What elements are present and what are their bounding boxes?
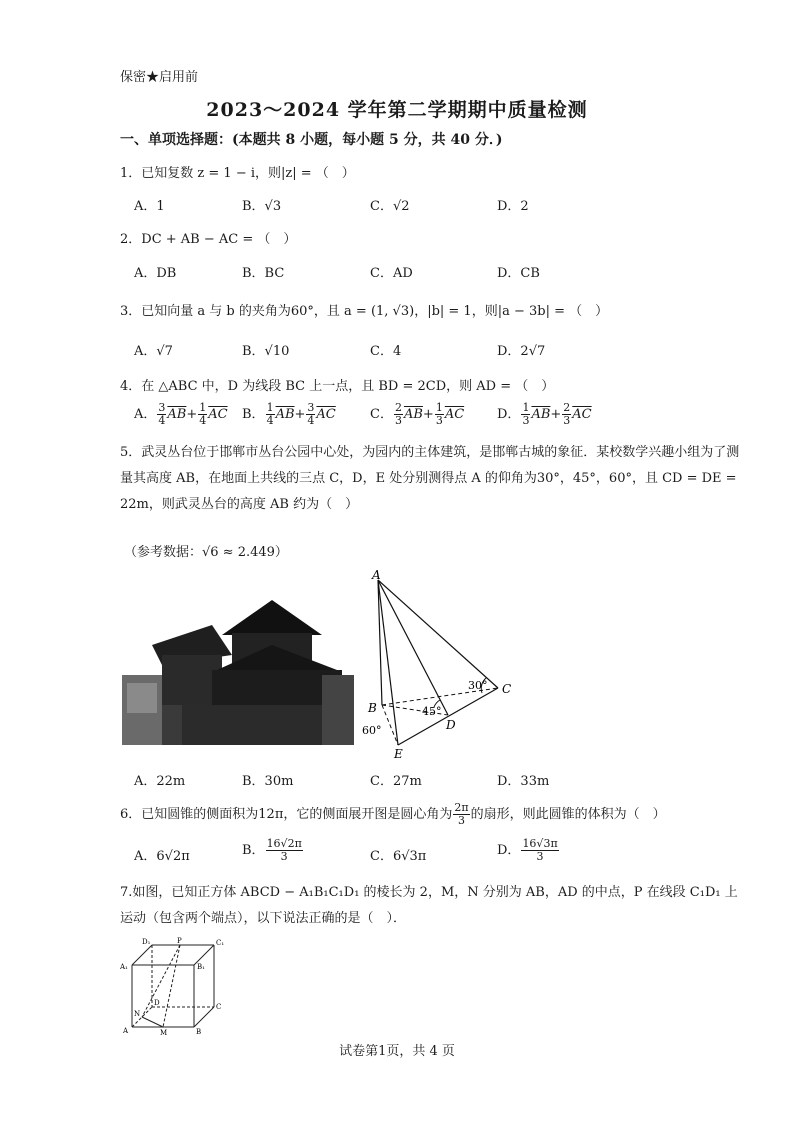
- fig5-label-e: E: [394, 747, 403, 760]
- fig7-label-p: P: [177, 937, 182, 945]
- fig5-angle-45: 45°: [422, 705, 442, 718]
- q3-option-a: A．√7: [134, 344, 173, 359]
- page-footer: 试卷第1页，共 4 页: [339, 1044, 455, 1059]
- q5-option-a: A．22m: [134, 774, 186, 789]
- q3-option-b: B．√10: [242, 344, 290, 359]
- q4-option-d: D． $\frac{1}{3}$ $\overline{AB}+$ $\frac{2}{3}$ $\overline{AC}$: [497, 401, 592, 427]
- q6-option-c: C．6√3π: [370, 849, 427, 864]
- q1-option-d: D．2: [497, 199, 529, 214]
- q2-option-d: D．CB: [497, 266, 540, 281]
- question-3-stem: 3．已知向量 a 与 b 的夹角为60°，且 a = (1, √3)，|b| = 1，则|a − 3b| = （ ）: [120, 304, 609, 319]
- question-2-stem: 2．DC + AB − AC = （ ）: [120, 232, 297, 247]
- q5-reference-data: （参考数据：√6 ≈ 2.449）: [124, 545, 288, 560]
- fig5-angle-60: 60°: [362, 724, 382, 737]
- confidential-label: 保密★启用前: [120, 70, 199, 85]
- q4-option-c: C． $\frac{2}{3}$ $\overline{AB}+$ $\frac{1}{3}$ $\overline{AC}$: [370, 401, 465, 427]
- fig7-label-a1: A₁: [120, 963, 128, 971]
- fig5-label-b: B: [368, 701, 377, 715]
- q4-option-b: B． $\frac{1}{4}$ $\overline{AB}+$ $\frac{3}{4}$ $\overline{AC}$: [242, 401, 336, 427]
- q5-option-b: B．30m: [242, 774, 294, 789]
- fig7-label-a: A: [123, 1027, 129, 1035]
- fig5-label-a: A: [372, 568, 381, 582]
- q5-option-d: D．33m: [497, 774, 550, 789]
- q6-option-b: B． $\frac{16√2\pi}{3}$: [242, 837, 302, 863]
- question-5-stem: 5．武灵丛台位于邯郸市丛台公园中心处，为园内的主体建筑，是邯郸古城的象征．某校数学兴趣小组为了测量其高度 AB，在地面上共线的三点 C，D，E 处分别测得点 A 的仰角为30°，45°，60°，且 CD = DE = 22m，则武灵丛台的高度 AB 约为（ ）: [120, 445, 740, 512]
- fig5-label-c: C: [502, 682, 512, 696]
- fig5-angle-30: 30°: [468, 679, 488, 692]
- q1-option-c: C．√2: [370, 199, 410, 214]
- fig7-label-d1: D₁: [142, 938, 151, 946]
- q3-option-d: D．2√7: [497, 344, 546, 359]
- q2-option-c: C．AD: [370, 266, 413, 281]
- q2-option-b: B．BC: [242, 266, 285, 281]
- question-4-stem: 4．在 △ABC 中，D 为线段 BC 上一点，且 BD = 2CD，则 AD = （ ）: [120, 379, 555, 394]
- question-7-stem: 7.如图，已知正方体 ABCD − A₁B₁C₁D₁ 的棱长为 2，M，N 分别为 AB，AD 的中点，P 在线段 C₁D₁ 上运动（包含两个端点），以下说法正确的是（ ）．: [120, 885, 738, 926]
- q5-option-c: C．27m: [370, 774, 422, 789]
- fig7-label-b1: B₁: [197, 963, 205, 971]
- fig7-label-c1: C₁: [216, 939, 225, 947]
- q1-option-a: A．1: [134, 199, 165, 214]
- q1-option-b: B．√3: [242, 199, 282, 214]
- q2-option-a: A．DB: [134, 266, 177, 281]
- fig5-label-d: D: [446, 718, 456, 732]
- q3-option-c: C．4: [370, 344, 402, 359]
- section-heading: 一、单项选择题：(本题共 8 小题，每小题 5 分，共 40 分．): [120, 132, 503, 148]
- q6-option-a: A．6√2π: [134, 849, 190, 864]
- fig7-label-d: D: [154, 999, 160, 1007]
- fig7-label-n: N: [134, 1010, 141, 1018]
- question-6-stem: 6．已知圆锥的侧面积为12π，它的侧面展开图是圆心角为 $\frac{2\pi}{3}$ 的扇形，则此圆锥的体积为（ ）: [120, 801, 666, 827]
- q5-elevation-diagram: [360, 565, 540, 760]
- fig7-label-c: C: [216, 1003, 222, 1011]
- question-1-stem: 1．已知复数 z = 1 − i，则|z| = （ ）: [120, 166, 355, 181]
- q7-cube-diagram: [118, 935, 228, 1035]
- q6-option-d: D． $\frac{16√3\pi}{3}$: [497, 837, 558, 863]
- exam-title: 2023～2024 学年第二学期期中质量检测: [206, 99, 588, 121]
- congtai-building-photo: [122, 595, 354, 745]
- fig7-label-m: M: [160, 1029, 168, 1035]
- fig7-label-b: B: [196, 1028, 202, 1035]
- q4-option-a: A． $\frac{3}{4}$ $\overline{AB}+$ $\frac{1}{4}$ $\overline{AC}$: [134, 401, 228, 427]
